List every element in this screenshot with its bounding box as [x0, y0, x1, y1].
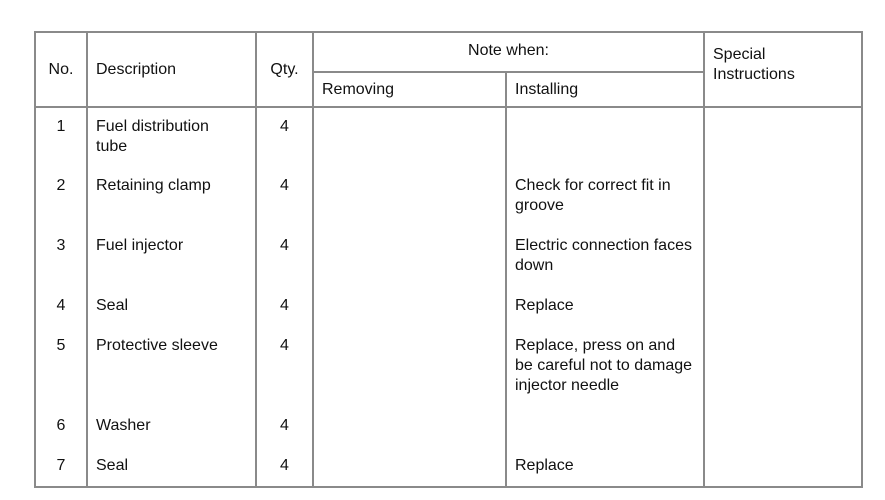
- cell-qty: 4: [256, 227, 313, 287]
- table-row: [35, 447, 862, 487]
- cell-description-text: Protective sleeve: [96, 337, 218, 354]
- cell-description: [87, 407, 256, 447]
- cell-special: [704, 227, 862, 287]
- cell-qty: 4: [256, 447, 313, 487]
- cell-removing: [313, 327, 506, 407]
- cell-installing-text: Replace: [515, 297, 574, 314]
- cell-qty: 4: [256, 327, 313, 407]
- cell-description: [87, 107, 256, 167]
- cell-special: [704, 287, 862, 327]
- cell-description: [87, 227, 256, 287]
- cell-qty: 4: [256, 107, 313, 167]
- cell-description-text: Fuel distribution tube: [96, 118, 209, 155]
- cell-installing-text: Replace: [515, 457, 574, 474]
- header-installing: Installing: [506, 72, 704, 107]
- cell-installing: [506, 227, 704, 287]
- cell-special: [704, 447, 862, 487]
- cell-no: 5: [35, 327, 87, 407]
- cell-description: [87, 447, 256, 487]
- header-special-text: Special Instructions: [713, 46, 795, 83]
- cell-description-text: Seal: [96, 457, 129, 474]
- cell-no: 4: [35, 287, 87, 327]
- cell-removing: [313, 167, 506, 227]
- cell-installing: [506, 327, 704, 407]
- cell-removing: [313, 407, 506, 447]
- cell-qty: 4: [256, 167, 313, 227]
- cell-no: 3: [35, 227, 87, 287]
- header-description: Description: [87, 32, 256, 107]
- cell-qty: 4: [256, 287, 313, 327]
- cell-no: 7: [35, 447, 87, 487]
- cell-special: [704, 327, 862, 407]
- table-row: [35, 407, 862, 447]
- table-row: [35, 167, 862, 227]
- cell-installing: [506, 167, 704, 227]
- cell-special: [704, 407, 862, 447]
- cell-removing: [313, 107, 506, 167]
- header-special: [704, 32, 862, 107]
- table-row: [35, 327, 862, 407]
- cell-installing-text: Electric connection faces down: [515, 237, 692, 274]
- cell-installing-text: Replace, press on and be careful not to damage injector needle: [515, 337, 693, 394]
- cell-no: 2: [35, 167, 87, 227]
- cell-removing: [313, 287, 506, 327]
- cell-description: [87, 327, 256, 407]
- cell-installing: [506, 407, 704, 447]
- parts-table: [34, 31, 863, 488]
- cell-installing: [506, 107, 704, 167]
- cell-removing: [313, 447, 506, 487]
- cell-description: [87, 167, 256, 227]
- header-qty: Qty.: [256, 32, 313, 107]
- table-row: [35, 227, 862, 287]
- cell-special: [704, 107, 862, 167]
- cell-description-text: Retaining clamp: [96, 177, 211, 194]
- cell-description-text: Washer: [96, 417, 151, 434]
- cell-description-text: Fuel injector: [96, 237, 184, 254]
- cell-installing-text: Check for correct fit in groove: [515, 177, 671, 214]
- cell-installing: [506, 287, 704, 327]
- table-row: [35, 107, 862, 167]
- cell-removing: [313, 227, 506, 287]
- cell-no: 1: [35, 107, 87, 167]
- table-row: [35, 287, 862, 327]
- header-note-when: Note when:: [313, 32, 704, 72]
- cell-special: [704, 167, 862, 227]
- cell-installing: [506, 447, 704, 487]
- cell-qty: 4: [256, 407, 313, 447]
- cell-description: [87, 287, 256, 327]
- header-no: No.: [35, 32, 87, 107]
- cell-no: 6: [35, 407, 87, 447]
- header-removing: Removing: [313, 72, 506, 107]
- cell-description-text: Seal: [96, 297, 129, 314]
